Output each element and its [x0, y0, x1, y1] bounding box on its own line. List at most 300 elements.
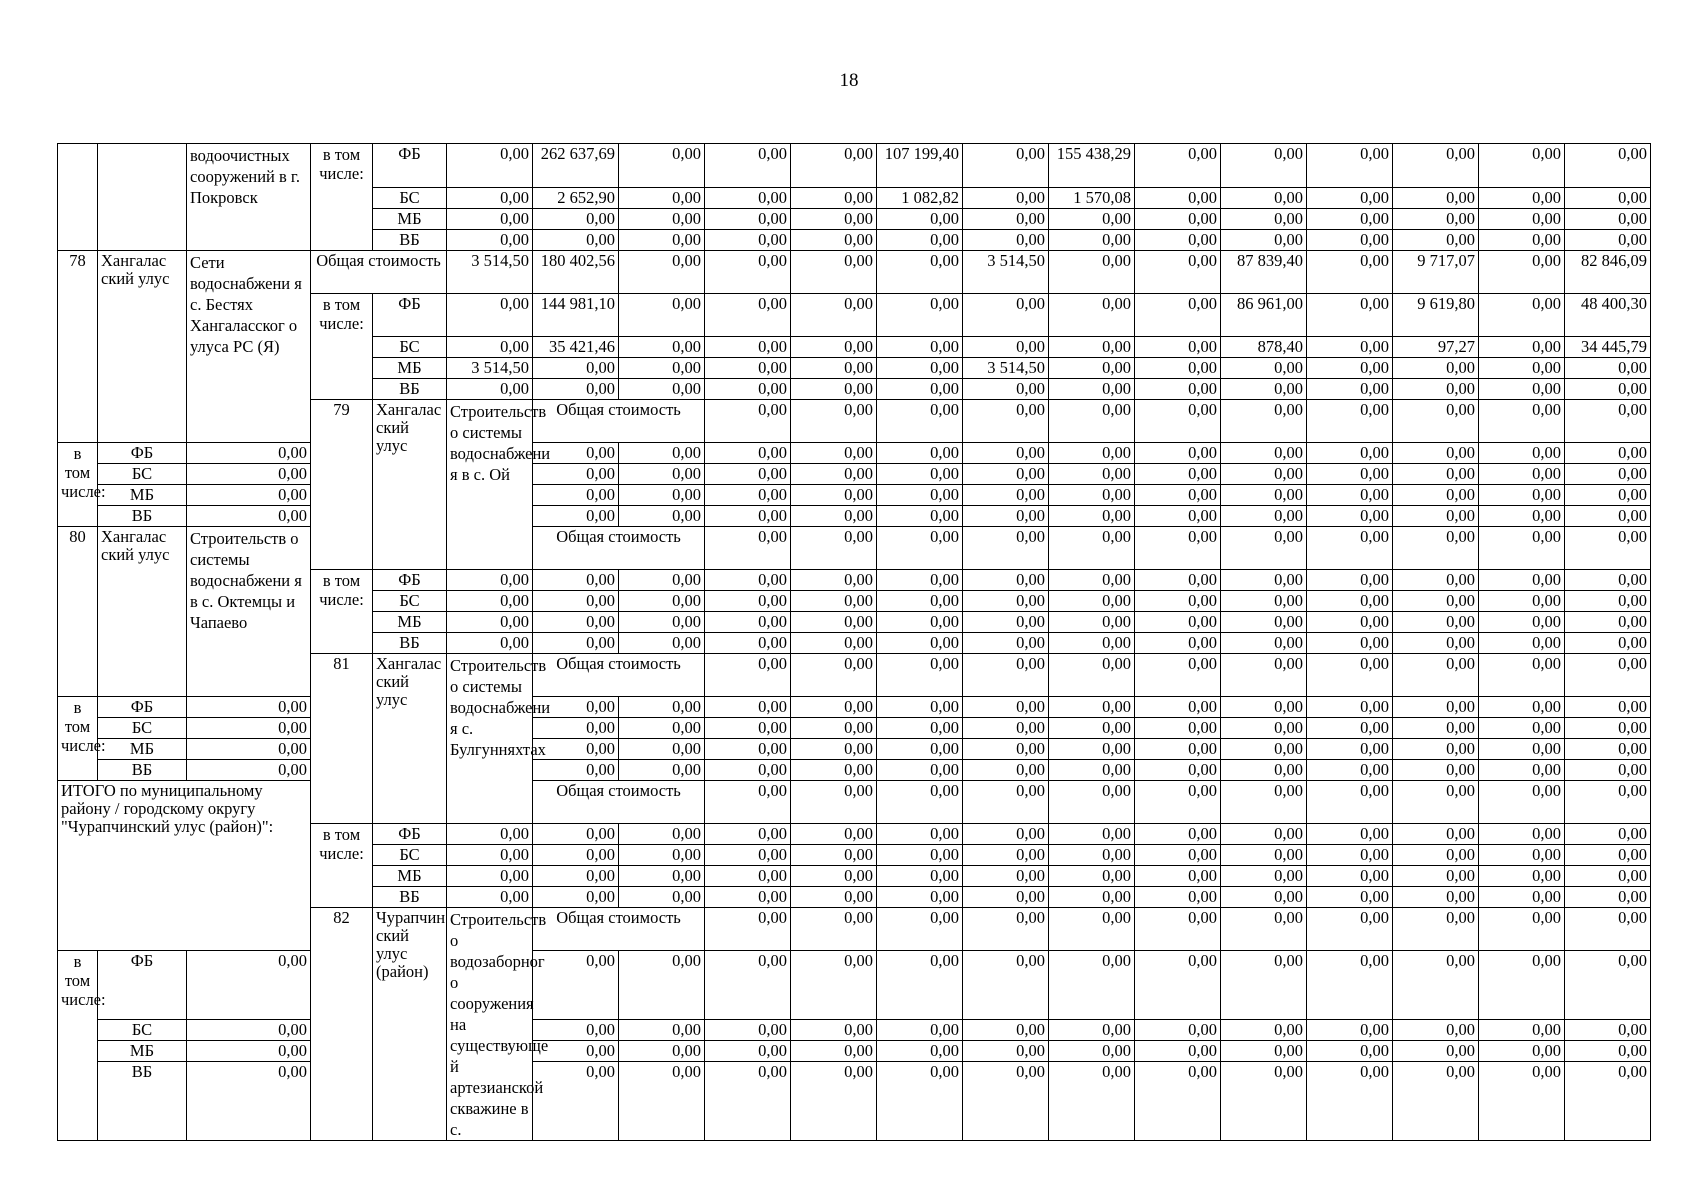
total-cost-label: Общая стоимость [533, 908, 705, 951]
amount-cell: 0,00 [705, 845, 791, 866]
amount-cell: 0,00 [1135, 908, 1221, 951]
amount-cell: 0,00 [705, 230, 791, 251]
amount-cell: 0,00 [1221, 1020, 1307, 1041]
amount-cell: 0,00 [1049, 824, 1135, 845]
amount-cell: 0,00 [705, 188, 791, 209]
amount-cell: 0,00 [1135, 337, 1221, 358]
amount-cell: 0,00 [1221, 633, 1307, 654]
amount-cell: 0,00 [1221, 697, 1307, 718]
amount-cell: 0,00 [705, 760, 791, 781]
amount-cell: 0,00 [1135, 1041, 1221, 1062]
amount-cell: 0,00 [1565, 760, 1651, 781]
row-number: 80 [58, 527, 98, 697]
amount-cell: 0,00 [791, 506, 877, 527]
amount-cell: 0,00 [705, 379, 791, 400]
amount-cell: 0,00 [705, 294, 791, 337]
source-fb: ФБ [373, 144, 447, 188]
amount-cell: 0,00 [705, 527, 791, 570]
source-bs: БС [373, 337, 447, 358]
amount-cell: 0,00 [963, 400, 1049, 443]
table-row [58, 464, 1651, 485]
amount-cell: 0,00 [1135, 400, 1221, 443]
including-label: в том числе: [311, 824, 373, 908]
amount-cell: 0,00 [1049, 527, 1135, 570]
amount-cell: 0,00 [1393, 887, 1479, 908]
source-mb: МБ [98, 739, 187, 760]
amount-cell: 0,00 [791, 209, 877, 230]
row-number: 78 [58, 251, 98, 443]
amount-cell: 0,00 [705, 337, 791, 358]
amount-cell: 0,00 [1479, 443, 1565, 464]
amount-cell: 0,00 [447, 612, 533, 633]
amount-cell: 0,00 [1479, 251, 1565, 294]
amount-cell: 0,00 [705, 358, 791, 379]
table-row [58, 144, 1651, 188]
table-row [58, 485, 1651, 506]
source-vb: ВБ [373, 230, 447, 251]
table-row [58, 251, 1651, 294]
amount-cell: 0,00 [705, 718, 791, 739]
amount-cell: 0,00 [705, 739, 791, 760]
amount-cell: 0,00 [1049, 1020, 1135, 1041]
amount-cell: 0,00 [1479, 760, 1565, 781]
amount-cell: 0,00 [1221, 506, 1307, 527]
amount-cell: 0,00 [1479, 144, 1565, 188]
row-number: 82 [311, 908, 373, 1141]
budget-table [57, 143, 1651, 1141]
amount-cell: 0,00 [1479, 824, 1565, 845]
amount-cell: 0,00 [1565, 718, 1651, 739]
amount-cell: 0,00 [963, 739, 1049, 760]
amount-cell: 0,00 [963, 824, 1049, 845]
amount-cell: 0,00 [1049, 464, 1135, 485]
amount-cell: 0,00 [877, 1062, 963, 1141]
amount-cell: 0,00 [1479, 294, 1565, 337]
amount-cell: 0,00 [533, 1062, 619, 1141]
amount-cell: 0,00 [963, 527, 1049, 570]
amount-cell: 0,00 [1049, 294, 1135, 337]
amount-cell: 0,00 [1307, 400, 1393, 443]
source-vb: ВБ [373, 633, 447, 654]
amount-cell: 0,00 [533, 591, 619, 612]
amount-cell: 0,00 [1221, 379, 1307, 400]
amount-cell: 0,00 [1479, 908, 1565, 951]
amount-cell: 0,00 [1049, 697, 1135, 718]
amount-cell: 0,00 [791, 633, 877, 654]
amount-cell: 0,00 [187, 1020, 311, 1041]
amount-cell: 0,00 [1307, 1041, 1393, 1062]
amount-cell: 0,00 [963, 485, 1049, 506]
budget-table-body [58, 144, 1651, 1141]
amount-cell: 0,00 [877, 591, 963, 612]
amount-cell: 0,00 [533, 718, 619, 739]
amount-cell: 0,00 [1479, 654, 1565, 697]
amount-cell: 0,00 [619, 337, 705, 358]
amount-cell: 0,00 [1135, 188, 1221, 209]
amount-cell: 0,00 [1049, 781, 1135, 824]
amount-cell: 0,00 [1393, 1041, 1479, 1062]
amount-cell: 0,00 [187, 951, 311, 1020]
source-mb: МБ [373, 866, 447, 887]
amount-cell: 0,00 [533, 866, 619, 887]
amount-cell: 0,00 [1565, 866, 1651, 887]
amount-cell: 0,00 [1393, 760, 1479, 781]
amount-cell: 0,00 [1307, 1020, 1393, 1041]
amount-cell: 0,00 [619, 209, 705, 230]
amount-cell: 0,00 [877, 209, 963, 230]
amount-cell: 0,00 [1135, 739, 1221, 760]
amount-cell: 1 570,08 [1049, 188, 1135, 209]
amount-cell: 0,00 [1565, 379, 1651, 400]
amount-cell: 0,00 [877, 464, 963, 485]
amount-cell: 0,00 [1565, 824, 1651, 845]
amount-cell: 0,00 [1479, 633, 1565, 654]
amount-cell: 0,00 [791, 1062, 877, 1141]
amount-cell: 0,00 [705, 251, 791, 294]
amount-cell: 0,00 [619, 506, 705, 527]
amount-cell: 0,00 [705, 570, 791, 591]
amount-cell: 0,00 [1049, 1041, 1135, 1062]
amount-cell: 0,00 [1049, 230, 1135, 251]
amount-cell: 0,00 [791, 485, 877, 506]
amount-cell: 0,00 [1307, 739, 1393, 760]
amount-cell: 0,00 [1307, 443, 1393, 464]
amount-cell: 0,00 [1135, 718, 1221, 739]
amount-cell: 0,00 [533, 739, 619, 760]
row-number: 81 [311, 654, 373, 824]
amount-cell: 0,00 [705, 866, 791, 887]
total-cost-label: Общая стоимость [533, 527, 705, 570]
source-bs: БС [373, 591, 447, 612]
amount-cell: 0,00 [1221, 209, 1307, 230]
amount-cell: 0,00 [1221, 188, 1307, 209]
amount-cell: 0,00 [1221, 570, 1307, 591]
amount-cell: 0,00 [1393, 697, 1479, 718]
amount-cell: 0,00 [705, 908, 791, 951]
amount-cell: 0,00 [1221, 739, 1307, 760]
amount-cell: 0,00 [447, 866, 533, 887]
amount-cell: 0,00 [877, 866, 963, 887]
amount-cell: 0,00 [1049, 485, 1135, 506]
district-cell [98, 144, 187, 251]
amount-cell: 0,00 [791, 144, 877, 188]
amount-cell: 0,00 [1307, 251, 1393, 294]
source-fb: ФБ [98, 697, 187, 718]
amount-cell: 35 421,46 [533, 337, 619, 358]
amount-cell: 180 402,56 [533, 251, 619, 294]
amount-cell: 0,00 [1135, 760, 1221, 781]
table-row [58, 697, 1651, 718]
amount-cell: 0,00 [1479, 739, 1565, 760]
amount-cell: 0,00 [1221, 230, 1307, 251]
amount-cell: 0,00 [1479, 337, 1565, 358]
amount-cell: 0,00 [791, 230, 877, 251]
amount-cell: 0,00 [963, 760, 1049, 781]
amount-cell: 0,00 [705, 506, 791, 527]
total-cost-label: Общая стоимость [533, 400, 705, 443]
amount-cell: 0,00 [1565, 654, 1651, 697]
amount-cell: 0,00 [1221, 358, 1307, 379]
amount-cell: 0,00 [963, 654, 1049, 697]
amount-cell: 0,00 [447, 591, 533, 612]
amount-cell: 0,00 [1049, 251, 1135, 294]
amount-cell: 0,00 [1565, 209, 1651, 230]
source-mb: МБ [373, 612, 447, 633]
amount-cell: 0,00 [963, 443, 1049, 464]
amount-cell: 0,00 [1479, 845, 1565, 866]
amount-cell: 0,00 [1565, 739, 1651, 760]
amount-cell: 0,00 [619, 570, 705, 591]
amount-cell: 0,00 [1565, 506, 1651, 527]
amount-cell: 0,00 [705, 781, 791, 824]
amount-cell: 0,00 [1135, 697, 1221, 718]
amount-cell: 0,00 [187, 760, 311, 781]
amount-cell: 0,00 [1135, 1062, 1221, 1141]
amount-cell: 0,00 [619, 633, 705, 654]
amount-cell: 0,00 [1307, 294, 1393, 337]
amount-cell: 0,00 [963, 1020, 1049, 1041]
source-mb: МБ [98, 485, 187, 506]
source-fb: ФБ [373, 570, 447, 591]
amount-cell: 0,00 [619, 760, 705, 781]
amount-cell: 0,00 [1135, 506, 1221, 527]
amount-cell: 0,00 [619, 718, 705, 739]
amount-cell: 0,00 [1221, 845, 1307, 866]
amount-cell: 0,00 [447, 294, 533, 337]
amount-cell: 87 839,40 [1221, 251, 1307, 294]
amount-cell: 0,00 [1307, 379, 1393, 400]
amount-cell: 0,00 [705, 654, 791, 697]
amount-cell: 0,00 [1565, 570, 1651, 591]
amount-cell: 0,00 [1135, 866, 1221, 887]
page-number: 18 [839, 70, 859, 91]
amount-cell: 0,00 [1479, 230, 1565, 251]
amount-cell: 0,00 [619, 188, 705, 209]
amount-cell: 0,00 [791, 760, 877, 781]
amount-cell: 0,00 [533, 1020, 619, 1041]
amount-cell: 0,00 [1393, 654, 1479, 697]
amount-cell: 0,00 [1049, 209, 1135, 230]
amount-cell: 3 514,50 [963, 251, 1049, 294]
amount-cell: 0,00 [877, 1041, 963, 1062]
amount-cell: 0,00 [1393, 866, 1479, 887]
amount-cell: 0,00 [1307, 591, 1393, 612]
amount-cell: 0,00 [877, 951, 963, 1020]
amount-cell: 0,00 [447, 845, 533, 866]
amount-cell: 0,00 [1479, 464, 1565, 485]
amount-cell: 0,00 [705, 697, 791, 718]
amount-cell: 0,00 [1307, 654, 1393, 697]
amount-cell: 0,00 [619, 612, 705, 633]
amount-cell: 0,00 [1307, 612, 1393, 633]
object-cell: Строительств о водозаборног о сооружения на существующе й артезианской скважине в с. [447, 908, 533, 1141]
amount-cell: 0,00 [705, 209, 791, 230]
amount-cell: 0,00 [1049, 887, 1135, 908]
amount-cell: 0,00 [1135, 251, 1221, 294]
amount-cell: 0,00 [1479, 358, 1565, 379]
amount-cell: 0,00 [963, 612, 1049, 633]
amount-cell: 0,00 [1393, 209, 1479, 230]
amount-cell: 0,00 [963, 379, 1049, 400]
amount-cell: 0,00 [447, 887, 533, 908]
amount-cell: 0,00 [619, 1062, 705, 1141]
amount-cell: 0,00 [619, 951, 705, 1020]
amount-cell: 0,00 [447, 188, 533, 209]
amount-cell: 0,00 [1049, 400, 1135, 443]
total-cost-label: Общая стоимость [533, 654, 705, 697]
amount-cell: 0,00 [1049, 506, 1135, 527]
amount-cell: 0,00 [1393, 1020, 1479, 1041]
amount-cell: 0,00 [1049, 1062, 1135, 1141]
amount-cell: 0,00 [877, 251, 963, 294]
including-label: в том числе: [58, 443, 98, 527]
amount-cell: 0,00 [1393, 718, 1479, 739]
amount-cell: 0,00 [791, 781, 877, 824]
amount-cell: 878,40 [1221, 337, 1307, 358]
amount-cell: 0,00 [1393, 230, 1479, 251]
amount-cell: 144 981,10 [533, 294, 619, 337]
amount-cell: 0,00 [1049, 633, 1135, 654]
amount-cell: 0,00 [791, 845, 877, 866]
amount-cell: 0,00 [1135, 527, 1221, 570]
amount-cell: 0,00 [1479, 1062, 1565, 1141]
amount-cell: 0,00 [791, 337, 877, 358]
amount-cell: 0,00 [187, 506, 311, 527]
amount-cell: 0,00 [533, 443, 619, 464]
object-cell: Строительств о системы водоснабжени я с. Булгунняхтах [447, 654, 533, 824]
amount-cell: 0,00 [619, 464, 705, 485]
amount-cell: 0,00 [533, 951, 619, 1020]
table-row [58, 527, 1651, 570]
amount-cell: 0,00 [533, 506, 619, 527]
amount-cell: 0,00 [877, 739, 963, 760]
amount-cell: 0,00 [1221, 866, 1307, 887]
amount-cell: 0,00 [447, 144, 533, 188]
amount-cell: 155 438,29 [1049, 144, 1135, 188]
amount-cell: 0,00 [705, 443, 791, 464]
amount-cell: 0,00 [963, 230, 1049, 251]
amount-cell: 0,00 [533, 485, 619, 506]
amount-cell: 0,00 [1049, 443, 1135, 464]
including-label: в том числе: [311, 570, 373, 654]
amount-cell: 0,00 [533, 633, 619, 654]
amount-cell: 0,00 [533, 570, 619, 591]
amount-cell: 0,00 [619, 845, 705, 866]
amount-cell: 0,00 [877, 697, 963, 718]
amount-cell: 0,00 [963, 144, 1049, 188]
amount-cell: 0,00 [1393, 570, 1479, 591]
amount-cell: 0,00 [533, 612, 619, 633]
amount-cell: 0,00 [1221, 1062, 1307, 1141]
amount-cell: 0,00 [877, 358, 963, 379]
amount-cell: 0,00 [619, 379, 705, 400]
source-bs: БС [98, 464, 187, 485]
amount-cell: 0,00 [1479, 781, 1565, 824]
amount-cell: 0,00 [1393, 400, 1479, 443]
amount-cell: 0,00 [877, 654, 963, 697]
amount-cell: 0,00 [705, 464, 791, 485]
amount-cell: 0,00 [791, 464, 877, 485]
amount-cell: 48 400,30 [1565, 294, 1651, 337]
amount-cell: 0,00 [619, 824, 705, 845]
amount-cell: 0,00 [1565, 591, 1651, 612]
amount-cell: 0,00 [705, 591, 791, 612]
amount-cell: 0,00 [705, 485, 791, 506]
index-cell [58, 144, 98, 251]
amount-cell: 0,00 [533, 760, 619, 781]
amount-cell: 0,00 [1307, 144, 1393, 188]
amount-cell: 1 082,82 [877, 188, 963, 209]
amount-cell: 0,00 [1135, 951, 1221, 1020]
amount-cell: 0,00 [1135, 485, 1221, 506]
amount-cell: 0,00 [1565, 358, 1651, 379]
amount-cell: 0,00 [1221, 824, 1307, 845]
amount-cell: 0,00 [963, 781, 1049, 824]
amount-cell: 0,00 [791, 824, 877, 845]
amount-cell: 0,00 [533, 887, 619, 908]
amount-cell: 0,00 [1307, 908, 1393, 951]
amount-cell: 0,00 [1135, 209, 1221, 230]
amount-cell: 0,00 [1393, 358, 1479, 379]
amount-cell: 0,00 [1135, 845, 1221, 866]
amount-cell: 0,00 [1135, 591, 1221, 612]
amount-cell: 0,00 [1393, 1062, 1479, 1141]
amount-cell: 0,00 [1221, 612, 1307, 633]
amount-cell: 0,00 [533, 358, 619, 379]
amount-cell: 0,00 [1049, 845, 1135, 866]
amount-cell: 0,00 [791, 908, 877, 951]
amount-cell: 0,00 [1393, 612, 1479, 633]
amount-cell: 0,00 [1565, 443, 1651, 464]
amount-cell: 2 652,90 [533, 188, 619, 209]
amount-cell: 0,00 [1135, 570, 1221, 591]
amount-cell: 0,00 [791, 251, 877, 294]
amount-cell: 0,00 [1565, 400, 1651, 443]
amount-cell: 0,00 [1221, 654, 1307, 697]
amount-cell: 0,00 [1221, 485, 1307, 506]
amount-cell: 0,00 [533, 230, 619, 251]
amount-cell: 0,00 [1221, 781, 1307, 824]
object-cell: Строительств о системы водоснабжени я в с. Октемцы и Чапаево [187, 527, 311, 697]
amount-cell: 0,00 [1221, 400, 1307, 443]
amount-cell: 3 514,50 [963, 358, 1049, 379]
amount-cell: 0,00 [619, 591, 705, 612]
amount-cell: 0,00 [1393, 527, 1479, 570]
table-row [58, 506, 1651, 527]
amount-cell: 0,00 [1221, 718, 1307, 739]
amount-cell: 0,00 [877, 760, 963, 781]
amount-cell: 0,00 [1393, 951, 1479, 1020]
amount-cell: 0,00 [877, 379, 963, 400]
amount-cell: 0,00 [1565, 188, 1651, 209]
amount-cell: 0,00 [877, 1020, 963, 1041]
amount-cell: 0,00 [877, 485, 963, 506]
amount-cell: 0,00 [533, 845, 619, 866]
amount-cell: 0,00 [1479, 612, 1565, 633]
amount-cell: 0,00 [877, 633, 963, 654]
amount-cell: 0,00 [1565, 485, 1651, 506]
amount-cell: 0,00 [877, 230, 963, 251]
amount-cell: 0,00 [963, 845, 1049, 866]
amount-cell: 0,00 [1221, 464, 1307, 485]
amount-cell: 0,00 [1565, 781, 1651, 824]
amount-cell: 0,00 [1307, 485, 1393, 506]
district-cell: Хангалас ский улус [373, 400, 447, 570]
table-row [58, 718, 1651, 739]
source-vb: ВБ [373, 379, 447, 400]
amount-cell: 0,00 [1479, 1020, 1565, 1041]
amount-cell: 0,00 [1049, 866, 1135, 887]
